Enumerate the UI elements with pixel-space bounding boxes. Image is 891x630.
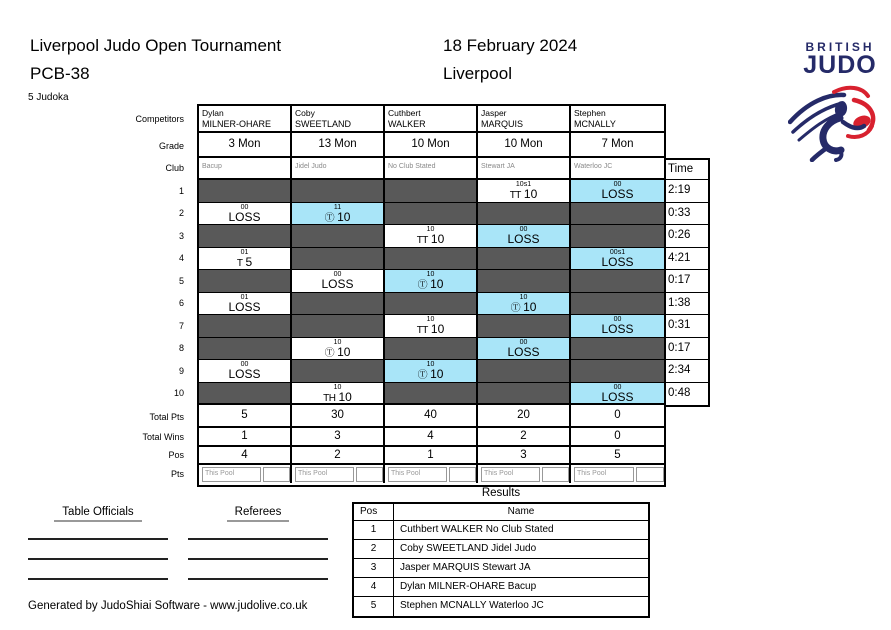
match-row: [199, 180, 664, 203]
results-table: [352, 502, 650, 618]
match-time: 0:26: [666, 225, 708, 248]
result-pos: 2: [354, 540, 394, 558]
match-cell: [478, 225, 571, 247]
pts-blank-box: [263, 467, 290, 482]
grade-row: [199, 133, 664, 158]
category-code: PCB-38: [30, 64, 90, 83]
score-code: [292, 361, 383, 368]
score-code: [199, 226, 290, 233]
label-row-number: 6: [178, 298, 184, 308]
score-code: [292, 316, 383, 323]
pts-cell: [478, 465, 571, 483]
results-header-pos: Pos: [354, 504, 394, 520]
competitor-first-name: Coby: [295, 108, 315, 118]
score-code: [571, 294, 664, 301]
match-cell: [292, 180, 385, 202]
total-wins-row: [199, 428, 664, 447]
match-cell: [571, 383, 664, 404]
score-value: LOSS: [601, 254, 634, 269]
match-cell: [478, 293, 571, 315]
competitor-last-name: MCNALLY: [574, 119, 616, 129]
score-code: 00s1: [609, 248, 626, 256]
match-cell: [571, 180, 664, 202]
club-cell: No Club Stated: [385, 158, 478, 178]
score-value: LOSS: [507, 344, 540, 359]
score-code: 00: [240, 203, 249, 211]
score-code: 00: [519, 226, 528, 233]
table-officials-heading: Table Officials: [28, 506, 168, 518]
score-code: [292, 181, 383, 188]
match-cell: [385, 225, 478, 247]
match-time: 2:19: [666, 180, 708, 203]
total-wins-cell: 2: [478, 428, 571, 445]
competitor-first-name: Dylan: [202, 108, 224, 118]
label-pts: Pts: [170, 469, 184, 479]
score-code: [385, 294, 476, 301]
match-cell: [478, 360, 571, 382]
score-symbol: TT: [416, 325, 428, 336]
label-competitors: Competitors: [135, 114, 184, 124]
results-row: [354, 559, 648, 578]
match-cell: [292, 270, 385, 292]
match-time: 4:21: [666, 248, 708, 271]
competitor-first-name: Jasper: [481, 108, 507, 118]
score-value: LOSS: [228, 367, 261, 381]
match-cell: [385, 203, 478, 225]
total-wins-cell: 4: [385, 428, 478, 445]
score-code: 10: [426, 226, 435, 233]
label-row-number: 7: [178, 321, 184, 331]
match-row: [199, 225, 664, 248]
results-row: [354, 597, 648, 616]
match-cell: [199, 293, 292, 315]
competitor-cell: [571, 106, 664, 131]
score-code: [478, 384, 569, 391]
match-cell: [571, 315, 664, 337]
score-value: 10: [430, 232, 445, 246]
competitor-cell: [478, 106, 571, 131]
pts-blank-box: [636, 467, 664, 482]
match-row: [199, 360, 664, 383]
pts-cell: [292, 465, 385, 483]
total-pts-cell: 30: [292, 405, 385, 426]
competitor-cell: [385, 106, 478, 131]
match-cell: [199, 248, 292, 270]
match-cell: [571, 360, 664, 382]
label-grade: Grade: [158, 141, 184, 151]
competitor-last-name: MILNER-OHARE: [202, 119, 272, 129]
score-code: 00: [519, 338, 528, 346]
competitor-first-name: Stephen: [574, 108, 606, 118]
signature-line: [188, 538, 328, 540]
score-code: [385, 204, 476, 211]
tournament-title: Liverpool Judo Open Tournament: [30, 36, 282, 55]
match-cell: [478, 315, 571, 337]
score-code: [385, 249, 476, 256]
match-cell: [292, 203, 385, 225]
match-time: 0:31: [666, 315, 708, 338]
time-column-header: Time: [666, 160, 708, 180]
competitor-last-name: SWEETLAND: [295, 119, 352, 129]
grade-cell: 10 Mon: [478, 133, 571, 156]
total-pts-cell: 0: [614, 409, 621, 421]
score-code: [385, 339, 476, 346]
score-code: 00: [240, 361, 249, 368]
match-cell: [571, 225, 664, 247]
match-cell: [385, 248, 478, 270]
score-value: 10: [430, 277, 444, 291]
score-code: 10: [426, 361, 435, 368]
competitors-row: [199, 106, 664, 133]
score-value: LOSS: [601, 322, 634, 336]
pts-pool-box: This Pool: [202, 467, 261, 482]
grade-cell: 7 Mon: [601, 138, 634, 150]
match-time: 0:17: [666, 338, 708, 361]
match-cell: [199, 315, 292, 337]
match-cell: [478, 338, 571, 360]
score-code: 10: [519, 293, 528, 301]
total-wins-cell: 1: [199, 428, 292, 445]
match-cell: [385, 293, 478, 315]
label-row-number: 4: [178, 253, 184, 263]
club-cell: Jidel Judo: [292, 158, 385, 178]
match-time: 0:17: [666, 270, 708, 293]
match-cell: [292, 293, 385, 315]
match-time: 2:34: [666, 360, 708, 383]
result-pos: 3: [354, 559, 394, 577]
match-row: [199, 248, 664, 271]
score-symbol: Ⓣ: [324, 212, 335, 224]
match-time: 0:48: [668, 386, 691, 399]
result-pos: 1: [354, 521, 394, 539]
signature-line: [188, 558, 328, 560]
score-symbol: TT: [416, 235, 428, 246]
pts-pool-box: This Pool: [388, 467, 447, 482]
score-code: [571, 271, 664, 278]
result-pos: 4: [354, 578, 394, 596]
referees-heading: Referees: [188, 506, 328, 518]
position-row: [199, 447, 664, 465]
label-row-number: 10: [173, 388, 184, 398]
results-title: Results: [481, 487, 521, 499]
results-header-name: Name: [507, 506, 535, 517]
score-code: [571, 204, 664, 211]
match-cell: [571, 293, 664, 315]
score-value: 5: [245, 254, 253, 269]
match-cell: [292, 383, 385, 404]
position-cell: 3: [478, 447, 571, 463]
match-cell: [199, 203, 292, 225]
tournament-location: Liverpool: [443, 64, 512, 83]
total-pts-cell: 40: [385, 405, 478, 426]
score-symbol: Ⓣ: [510, 302, 521, 314]
total-wins-cell: 3: [292, 428, 385, 445]
match-cell: [385, 315, 478, 337]
pts-blank-box: [449, 467, 476, 482]
match-row: [199, 293, 664, 316]
score-code: 10: [426, 316, 435, 323]
score-code: [199, 339, 290, 346]
tournament-date: 18 February 2024: [443, 36, 578, 55]
score-value: 10: [430, 367, 444, 381]
pts-cell: [385, 465, 478, 483]
pts-cell: [571, 465, 664, 483]
total-pts-cell: 20: [478, 405, 571, 426]
label-club: Club: [165, 163, 184, 173]
match-cell: [199, 338, 292, 360]
match-row: [199, 338, 664, 361]
match-cell: [478, 270, 571, 292]
match-cell: [571, 248, 664, 270]
pts-pool-box: This Pool: [481, 467, 540, 482]
score-code: [199, 181, 290, 188]
pts-row: [199, 465, 664, 483]
label-pos: Pos: [168, 450, 184, 460]
match-cell: [292, 338, 385, 360]
match-row: [199, 383, 664, 406]
label-row-number: 9: [178, 366, 184, 376]
score-symbol: Ⓣ: [417, 280, 428, 291]
score-symbol: Ⓣ: [324, 347, 335, 359]
label-row-number: 1: [178, 186, 184, 196]
british-judo-figure-icon: [788, 84, 884, 162]
competitor-first-name: Cuthbert: [388, 108, 421, 118]
score-value: LOSS: [601, 187, 634, 201]
score-code: 11: [333, 203, 342, 211]
score-code: [199, 316, 290, 323]
match-cell: [478, 383, 571, 404]
competitor-cell: [292, 106, 385, 131]
score-code: [478, 316, 569, 323]
match-row: [199, 270, 664, 293]
score-code: 10: [333, 338, 342, 346]
club-cell: Stewart JA: [478, 158, 571, 178]
position-cell: 5: [614, 449, 621, 461]
total-pts-cell: 5: [199, 405, 292, 426]
result-name: Cuthbert WALKER No Club Stated: [400, 524, 554, 535]
score-code: 00: [613, 316, 622, 323]
label-row-number: 8: [178, 343, 184, 353]
total-wins-cell: 0: [614, 430, 621, 442]
club-row: [199, 158, 664, 180]
logo-text-british: BRITISH: [805, 40, 875, 54]
score-code: 10: [426, 271, 435, 278]
club-cell: Waterloo JC: [574, 163, 613, 170]
score-value: 10: [523, 299, 537, 314]
judoka-count: 5 Judoka: [28, 92, 69, 103]
score-value: LOSS: [507, 232, 540, 246]
match-cell: [292, 225, 385, 247]
score-value: LOSS: [601, 389, 634, 403]
match-cell: [199, 180, 292, 202]
results-row: [354, 578, 648, 597]
score-code: [478, 361, 569, 368]
score-code: [571, 339, 664, 346]
result-name: Stephen MCNALLY Waterloo JC: [400, 600, 544, 611]
signature-line: [188, 578, 328, 580]
match-cell: [385, 360, 478, 382]
score-code: [199, 384, 290, 391]
score-code: [292, 294, 383, 301]
club-cell: Bacup: [199, 158, 292, 178]
pts-cell: [199, 465, 292, 483]
result-pos: 5: [354, 597, 394, 616]
result-name: Coby SWEETLAND Jidel Judo: [400, 543, 537, 554]
results-row: [354, 540, 648, 559]
score-code: 10: [333, 383, 342, 391]
score-symbol: TH: [323, 392, 336, 403]
grade-cell: 10 Mon: [385, 133, 478, 156]
match-cell: [478, 180, 571, 202]
score-value: LOSS: [321, 277, 354, 291]
score-code: 00: [333, 271, 342, 278]
score-code: [478, 249, 569, 256]
pool-grid: [197, 104, 666, 487]
label-row-number: 5: [178, 276, 184, 286]
match-cell: [571, 270, 664, 292]
match-cell: [478, 203, 571, 225]
match-cell: [478, 248, 571, 270]
score-code: [478, 204, 569, 211]
pts-blank-box: [542, 467, 569, 482]
pts-blank-box: [356, 467, 383, 482]
score-symbol: Ⓣ: [417, 370, 428, 381]
score-code: [571, 361, 664, 368]
score-code: [571, 226, 664, 233]
results-row: [354, 521, 648, 540]
result-name: Jasper MARQUIS Stewart JA: [400, 562, 531, 573]
score-value: LOSS: [228, 209, 261, 224]
label-total-pts: Total Pts: [149, 412, 184, 422]
competitor-last-name: WALKER: [388, 119, 426, 129]
competitor-cell: [199, 106, 292, 131]
match-cell: [571, 338, 664, 360]
score-value: 10: [337, 209, 351, 224]
label-total-wins: Total Wins: [142, 432, 184, 442]
score-code: [385, 384, 476, 391]
score-code: 01: [240, 248, 249, 256]
match-time: 0:33: [666, 203, 708, 226]
score-value: 10: [338, 389, 352, 403]
grade-cell: 13 Mon: [292, 133, 385, 156]
match-row: [199, 203, 664, 226]
label-row-number: 2: [178, 208, 184, 218]
match-cell: [292, 360, 385, 382]
signature-line: [28, 538, 168, 540]
score-value: 10: [337, 344, 351, 359]
match-cell: [385, 180, 478, 202]
logo-text-judo: JUDO: [803, 51, 877, 79]
signature-line: [28, 558, 168, 560]
total-pts-row: [199, 405, 664, 428]
match-time: 1:38: [666, 293, 708, 316]
score-value: 10: [430, 322, 445, 336]
match-cell: [385, 338, 478, 360]
match-cell: [199, 383, 292, 404]
match-cell: [199, 270, 292, 292]
match-cell: [292, 315, 385, 337]
score-code: [478, 271, 569, 278]
match-cell: [571, 203, 664, 225]
score-symbol: T: [236, 257, 243, 269]
result-name: Dylan MILNER-OHARE Bacup: [400, 581, 537, 592]
score-code: [292, 249, 383, 256]
score-code: 10s1: [515, 181, 532, 188]
position-cell: 4: [199, 447, 292, 463]
match-cell: [385, 270, 478, 292]
position-cell: 2: [292, 447, 385, 463]
position-cell: 1: [385, 447, 478, 463]
match-row: [199, 315, 664, 338]
pts-pool-box: This Pool: [295, 467, 354, 482]
pts-pool-box: This Pool: [574, 467, 634, 482]
match-cell: [385, 383, 478, 404]
british-judo-logo: [792, 40, 888, 79]
score-code: [199, 271, 290, 278]
score-code: 00: [613, 181, 622, 188]
competitor-last-name: MARQUIS: [481, 119, 524, 129]
score-code: 01: [240, 293, 249, 301]
match-cell: [199, 225, 292, 247]
score-symbol: TT: [509, 190, 521, 201]
results-header-row: [354, 504, 648, 521]
label-row-number: 3: [178, 231, 184, 241]
match-cell: [292, 248, 385, 270]
score-code: 00: [613, 383, 622, 391]
score-code: [385, 181, 476, 188]
score-value: 10: [523, 187, 538, 201]
score-code: [292, 226, 383, 233]
generator-credit: Generated by JudoShiai Software - www.judolive.co.uk: [28, 600, 308, 612]
grade-cell: 3 Mon: [199, 133, 292, 156]
match-cell: [199, 360, 292, 382]
score-value: LOSS: [228, 299, 261, 314]
time-column: [666, 158, 710, 407]
signature-line: [28, 578, 168, 580]
